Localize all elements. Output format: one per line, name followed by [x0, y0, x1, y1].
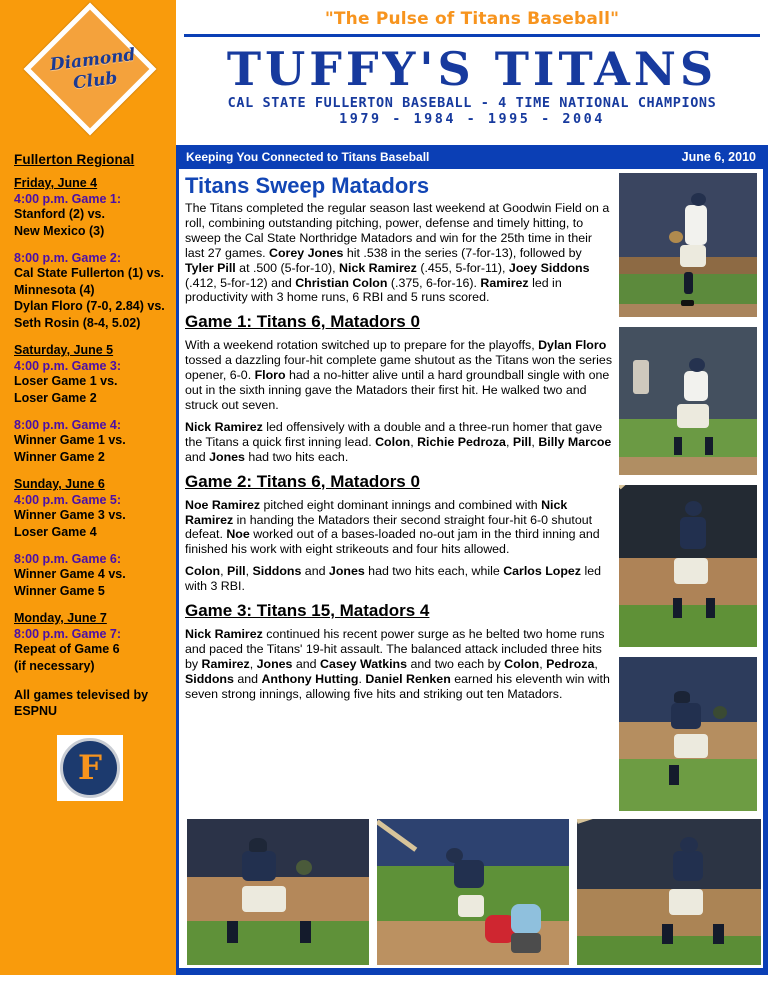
fullerton-titans-logo: [57, 735, 123, 801]
spacer: [14, 675, 166, 686]
schedule-matchup-line: Winner Game 2: [14, 449, 105, 464]
spacer: [14, 332, 166, 343]
schedule-day-heading: Monday, June 7: [14, 611, 107, 625]
article-column: [185, 171, 613, 709]
schedule-game-time: 4:00 p.m. Game 3:: [14, 359, 121, 373]
schedule-matchup-line: Winner Game 5: [14, 583, 105, 598]
article-intro: The Titans completed the regular season last weekend at Goodwin Field on a roll, combining outstanding pitching, power, defense and timely hitting, to sweep the Cal State Northridge Matadors and win for the 25th time in their last 27 games. Corey Jones hit .538 in the series (7-for-13), followed by Tyler Pill at .500 (5-for-10), Nick Ramirez (.455, 5-for-11), Joey Siddons (.412, 5-for-12) and Christian Colon (.375, 6-for-16). Ramirez led in productivity with 3 home runs, 6 RBI and 5 runs scored.: [185, 201, 610, 305]
schedule-matchup-line: Loser Game 1 vs.: [14, 374, 118, 388]
schedule-matchup-line: (if necessary): [14, 658, 95, 673]
masthead-subtitle-2: 1979 - 1984 - 1995 - 2004: [339, 111, 605, 127]
schedule-game-time: 8:00 p.m. Game 2:: [14, 251, 121, 265]
status-banner: [176, 145, 768, 169]
spacer: [14, 600, 166, 611]
banner-tagline: Keeping You Connected to Titans Baseball: [186, 150, 430, 164]
game-recap-paragraph: Nick Ramirez continued his recent power surge as he belted two home runs and paced the Titans' 19-hit assault. The balanced attack included three hits by Ramirez, Jones and Casey Watkins and two each by Colon, Pedroza, Siddons and Anthony Hutting. Daniel Renken earned his eleventh win with seven strong innings, allowing five hits and striking out ten Matadors.: [185, 627, 610, 701]
schedule-game-time: 8:00 p.m. Game 7:: [14, 627, 121, 641]
game-recaps: [185, 312, 613, 701]
photo-batter-follow-through: [575, 817, 763, 967]
schedule-matchup-line: Dylan Floro (7-0, 2.84) vs.: [14, 299, 165, 313]
f-letter-icon: F: [60, 738, 120, 798]
schedule-matchup-line: Loser Game 2: [14, 390, 97, 405]
game-recap-paragraph: With a weekend rotation switched up to prepare for the playoffs, Dylan Floro tossed a dazzling four-hit complete game shutout as the Titans won the series opener, 6-0. Floro had a no-hitter alive until a hard groundball single with one out in the sixth inning gave the Matadors their first hit. He walked two and struck out seven.: [185, 338, 613, 412]
photo-pitcher-white: [617, 171, 759, 319]
diamond-club-line1: Diamond: [48, 44, 137, 76]
schedule-matchup-line: Winner Game 1 vs.: [14, 433, 126, 447]
game-recap-heading: Game 2: Titans 6, Matadors 0: [185, 471, 420, 491]
page-title: TUFFY'S TITANS: [226, 42, 718, 96]
issue-date: June 6, 2010: [681, 150, 756, 164]
game-recap-paragraph: Noe Ramirez pitched eight dominant innings and combined with Nick Ramirez in handing the Matadors their second straight four-hit 6-0 shutout defeat. Noe worked out of a bases-loaded no-out jam in the third inning and finished his work with eight strikeouts and four hits allowed.: [185, 497, 600, 557]
masthead-subtitle-1: CAL STATE FULLERTON BASEBALL - 4 TIME NATIONAL CHAMPIONS: [227, 95, 717, 111]
article-headline: Titans Sweep Matadors: [185, 173, 430, 198]
diamond-club-line2: Club: [72, 68, 119, 94]
schedule-matchup-line: Minnesota (4): [14, 282, 95, 297]
photo-pitcher-navy: [617, 655, 759, 813]
spacer: [14, 466, 166, 477]
photo-pitcher-delivery-wide: [185, 817, 371, 967]
masthead-divider: [184, 34, 760, 37]
sidebar-content: [0, 152, 176, 801]
masthead: [176, 0, 768, 145]
main-content: [176, 169, 768, 975]
schedule-game-time: 8:00 p.m. Game 4:: [14, 418, 121, 432]
photo-strip: [185, 817, 763, 967]
sidebar: [0, 0, 176, 975]
schedule-matchup-line: Winner Game 4 vs.: [14, 567, 126, 581]
sidebar-heading: Fullerton Regional: [14, 152, 135, 167]
game-recap-paragraph: Colon, Pill, Siddons and Jones had two hits each, while Carlos Lopez led with 3 RBI.: [185, 564, 601, 594]
schedule-day-heading: Sunday, June 6: [14, 477, 105, 491]
schedule-matchup-line: New Mexico (3): [14, 223, 105, 238]
schedule-game-time: 4:00 p.m. Game 5:: [14, 493, 121, 507]
photo-batter-white: [617, 325, 759, 477]
schedule-game-time: 8:00 p.m. Game 6:: [14, 552, 121, 566]
game-recap-paragraph: Nick Ramirez led offensively with a double and a three-run homer that gave the Titans a quick first inning lead. Colon, Richie Pedroza, Pill, Billy Marcoe and Jones had two hits each.: [185, 419, 612, 464]
schedule-matchup-line: Stanford (2) vs.: [14, 207, 105, 221]
photo-batter-navy: [617, 483, 759, 649]
schedule-day-heading: Friday, June 4: [14, 176, 98, 190]
schedule-matchup-line: Repeat of Game 6: [14, 642, 120, 656]
schedule-matchup-line: Winner Game 3 vs.: [14, 508, 126, 522]
schedule-matchup-line: Cal State Fullerton (1) vs.: [14, 266, 165, 280]
spacer: [14, 541, 166, 552]
tagline: "The Pulse of Titans Baseball": [324, 9, 620, 29]
game-recap-heading: Game 3: Titans 15, Matadors 4: [185, 601, 430, 621]
photo-batter-contact: [375, 817, 571, 967]
schedule-matchup-line: Seth Rosin (8-4, 5.02): [14, 315, 141, 330]
game-recap-heading: Game 1: Titans 6, Matadors 0: [185, 312, 420, 332]
spacer: [14, 407, 166, 418]
diamond-club-logo: [0, 0, 176, 150]
spacer: [14, 240, 166, 251]
diamond-club-logo-text: [41, 34, 148, 108]
schedule-game-time: 4:00 p.m. Game 1:: [14, 192, 121, 206]
tv-note: All games televised by ESPNU: [14, 688, 149, 718]
schedule-matchup-line: Loser Game 4: [14, 524, 97, 539]
regional-schedule: [14, 176, 166, 674]
schedule-day-heading: Saturday, June 5: [14, 343, 114, 357]
